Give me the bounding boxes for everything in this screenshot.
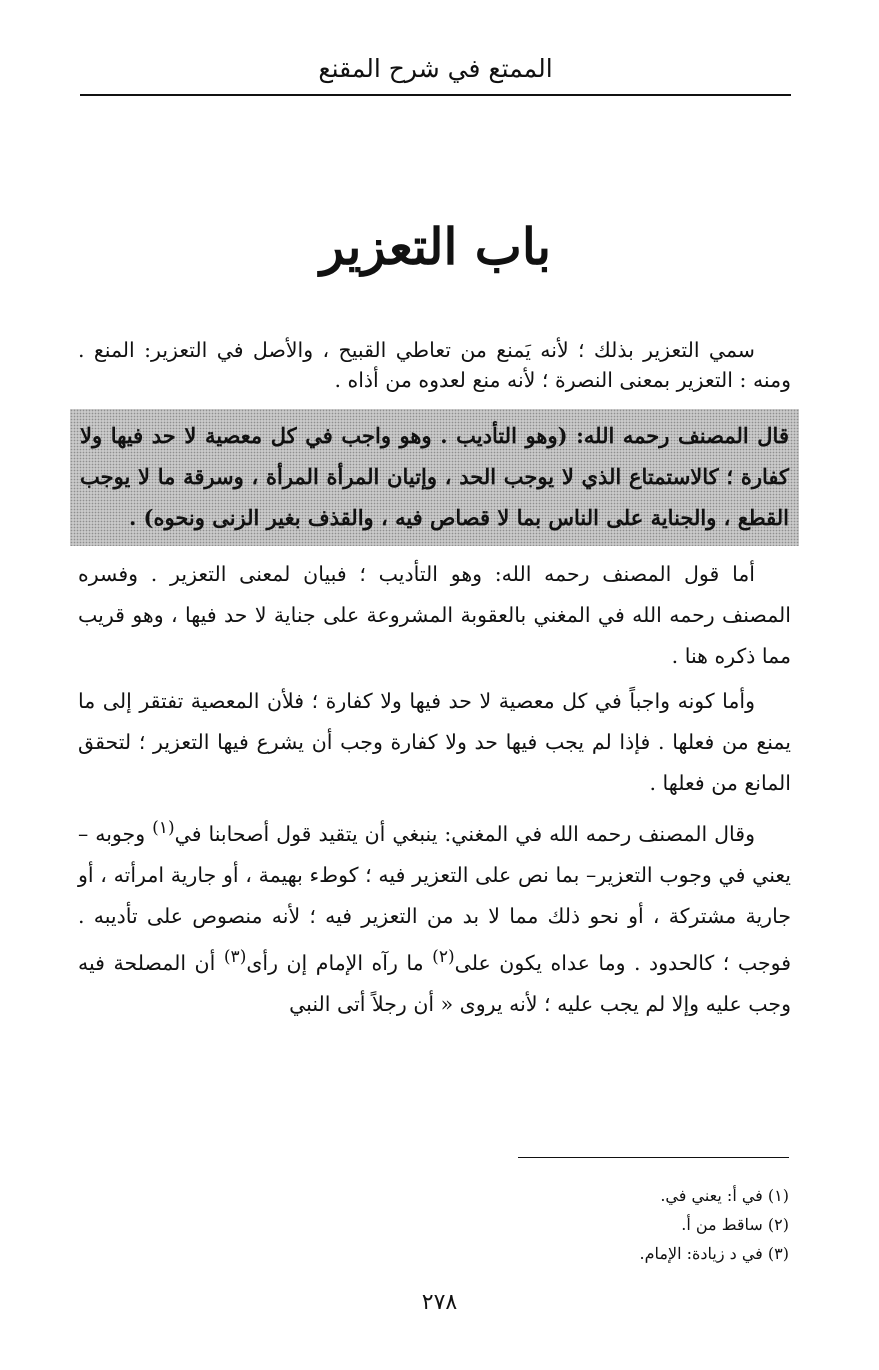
commentary-text: أن المصلحة فيه وجب عليه وإلا لم يجب عليه ؛ لأنه يروى « أن رجلاً أتى النبي (78, 950, 791, 1016)
body-text (78, 335, 791, 1025)
footnote-ref-2[interactable]: (٢) (432, 946, 455, 967)
commentary-text: ما رآه الإمام إن رأى (246, 950, 433, 975)
header-rule (80, 94, 791, 96)
footnote-ref-3[interactable]: (٣) (223, 946, 247, 967)
chapter-title: باب التعزير (319, 217, 552, 276)
footnote-3: (٣) في د زيادة: الإمام. (639, 1244, 789, 1263)
commentary-text: وجوبه – يعني في وجوب التعزير– بما نص على التعزير فيه ؛ كوطء بهيمة ، أو جارية امرأته ، أو جارية مشتركة ، أو نحو ذلك مما لا بد من التعزير فيه ؛ لأنه منصوص على تأديبه . فوجب ؛ كالحدود . وما عداه يكون على (78, 821, 792, 975)
commentary-paragraph-1: أما قول المصنف رحمه الله: وهو التأديب ؛ فبيان لمعنى التعزير . وفسره المصنف رحمه الله في المغني بالعقوبة المشروعة على جناية لا حد فيها ، وهو قريب مما ذكره هنا . (78, 562, 791, 668)
matn-highlight-block: قال المصنف رحمه الله: (وهو التأديب . وهو واجب في كل معصية لا حد فيها ولا كفارة ؛ كالاستمتاع الذي لا يوجب الحد ، وإتيان المرأة المرأة ، وسرقة ما لا يوجب القطع ، والجناية على الناس بما لا قصاص فيه ، والقذف بغير الزنى ونحوه) . (70, 409, 799, 546)
page-number: ٢٧٨ (421, 1290, 458, 1315)
commentary-text: وقال المصنف رحمه الله في المغني: ينبغي أن يتقيد قول أصحابنا في (174, 821, 755, 846)
intro-paragraph: سمي التعزير بذلك ؛ لأنه يَمنع من تعاطي القبيح ، والأصل في التعزير: المنع . ومنه : التعزير بمعنى النصرة ؛ لأنه منع لعدوه من أذاه . (78, 338, 791, 392)
running-header: الممتع في شرح المقنع (318, 54, 553, 83)
footnotes (389, 1181, 789, 1268)
footnote-ref-1[interactable]: (١) (152, 818, 175, 838)
footnote-rule (518, 1157, 789, 1158)
footnote-1: (١) في أ: يعني في. (660, 1186, 789, 1205)
commentary-paragraph-3 (78, 808, 791, 1025)
footnote-2: (٢) ساقط من أ. (681, 1215, 789, 1234)
commentary-paragraph-2: وأما كونه واجباً في كل معصية لا حد فيها ولا كفارة ؛ فلأن المعصية تفتقر إلى ما يمنع من فعلها . فإذا لم يجب فيها حد ولا كفارة وجب أن يشرع فيها التعزير ؛ لتحقق المانع من فعلها . (78, 689, 791, 795)
